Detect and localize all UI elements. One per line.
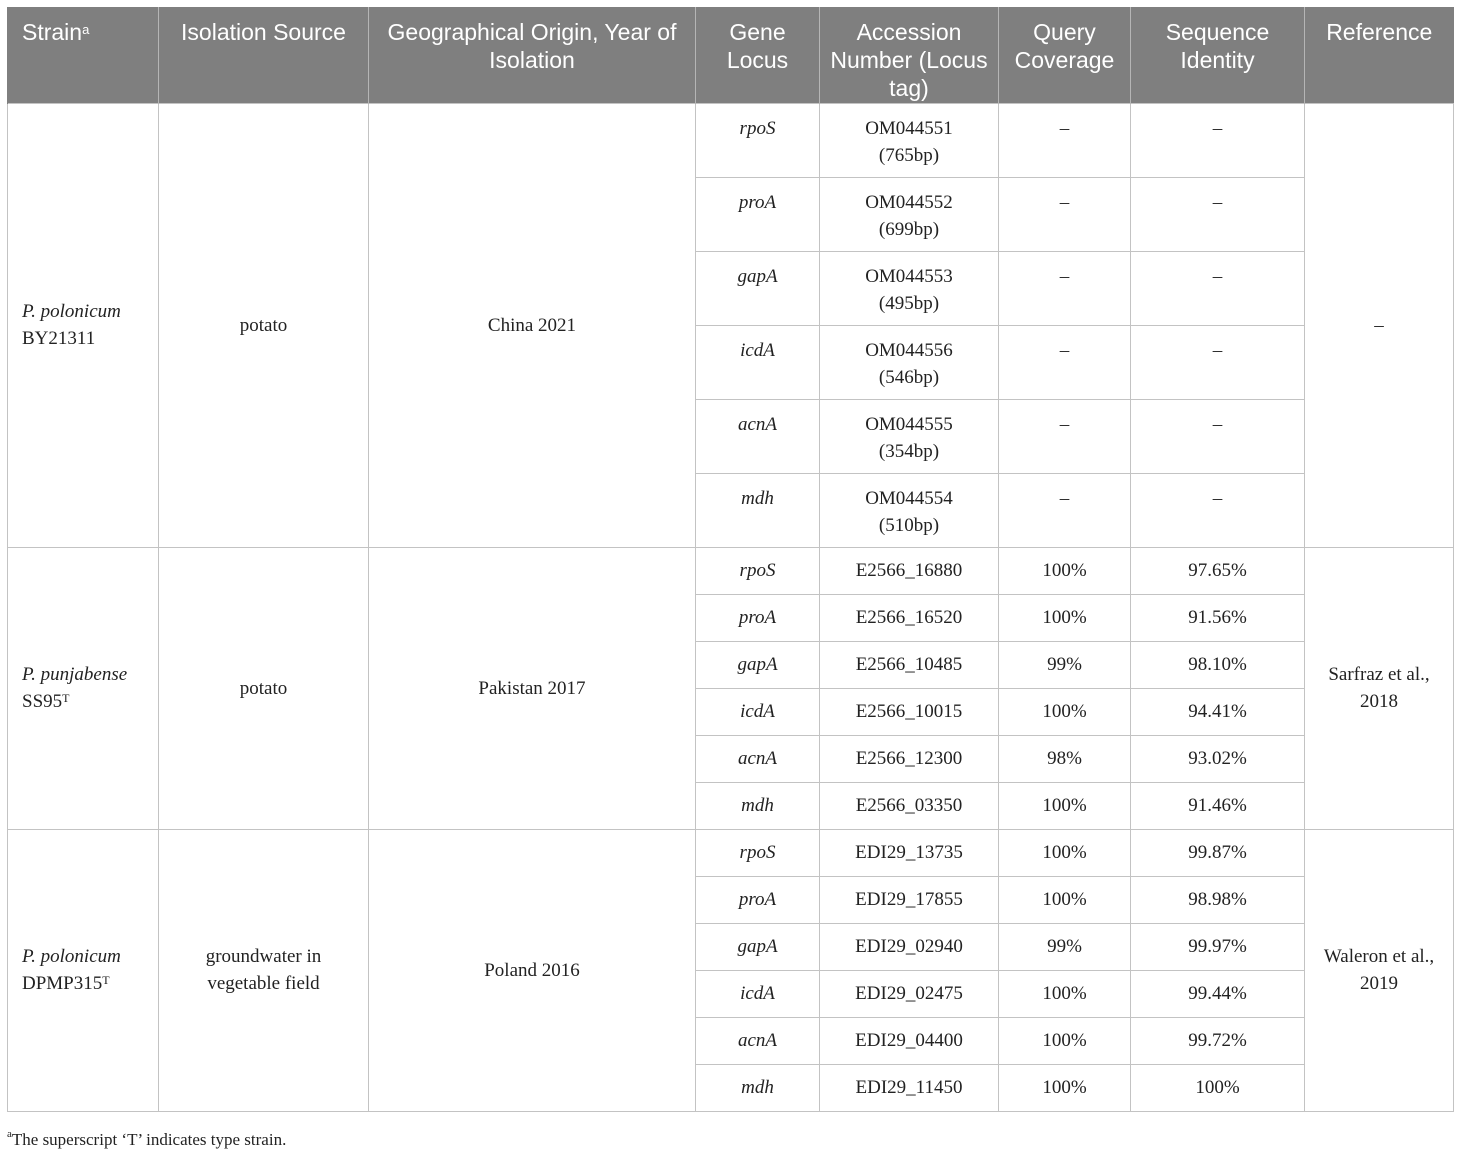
header-accession: Accession Number (Locus tag): [820, 7, 999, 103]
coverage-cell: 100%: [999, 1017, 1131, 1064]
identity-cell: 98.98%: [1131, 876, 1305, 923]
identity-cell: 97.65%: [1131, 547, 1305, 594]
coverage-cell: –: [999, 399, 1131, 473]
header-geo-origin: Geographical Origin, Year of Isolation: [369, 7, 696, 103]
data-table: [7, 7, 1454, 1112]
header-gene-locus: Gene Locus: [696, 7, 820, 103]
gene-cell: gapA: [696, 251, 820, 325]
accession-cell: EDI29_02940: [820, 923, 999, 970]
accession-cell: E2566_03350: [820, 782, 999, 829]
accession-cell: OM044551 (765bp): [820, 103, 999, 177]
coverage-cell: 99%: [999, 923, 1131, 970]
coverage-cell: 100%: [999, 594, 1131, 641]
header-sequence-identity: Sequence Identity: [1131, 7, 1305, 103]
strain-group: [8, 103, 1454, 547]
coverage-cell: –: [999, 177, 1131, 251]
strain-cell: P. punjabense $SS95^T$: [8, 547, 159, 829]
accession-cell: EDI29_13735: [820, 829, 999, 876]
identity-cell: 99.72%: [1131, 1017, 1305, 1064]
coverage-cell: 100%: [999, 829, 1131, 876]
coverage-cell: 100%: [999, 876, 1131, 923]
identity-cell: 91.46%: [1131, 782, 1305, 829]
identity-cell: –: [1131, 177, 1305, 251]
gene-cell: icdA: [696, 325, 820, 399]
strain-group: [8, 829, 1454, 1111]
coverage-cell: –: [999, 473, 1131, 547]
identity-cell: –: [1131, 473, 1305, 547]
accession-cell: E2566_10485: [820, 641, 999, 688]
identity-cell: 98.10%: [1131, 641, 1305, 688]
gene-cell: acnA: [696, 735, 820, 782]
accession-cell: OM044555 (354bp): [820, 399, 999, 473]
origin-cell: China 2021: [369, 103, 696, 547]
identity-cell: 99.44%: [1131, 970, 1305, 1017]
identity-cell: 100%: [1131, 1064, 1305, 1111]
accession-cell: OM044552 (699bp): [820, 177, 999, 251]
accession-cell: E2566_12300: [820, 735, 999, 782]
gene-cell: proA: [696, 594, 820, 641]
isolation-source-cell: potato: [159, 547, 369, 829]
gene-cell: acnA: [696, 1017, 820, 1064]
identity-cell: –: [1131, 251, 1305, 325]
gene-cell: rpoS: [696, 103, 820, 177]
identity-cell: –: [1131, 103, 1305, 177]
accession-cell: EDI29_11450: [820, 1064, 999, 1111]
identity-cell: 91.56%: [1131, 594, 1305, 641]
identity-cell: 94.41%: [1131, 688, 1305, 735]
coverage-cell: 100%: [999, 1064, 1131, 1111]
accession-cell: OM044554 (510bp): [820, 473, 999, 547]
coverage-cell: –: [999, 251, 1131, 325]
coverage-cell: –: [999, 103, 1131, 177]
header-reference: Reference: [1305, 7, 1454, 103]
gene-cell: mdh: [696, 473, 820, 547]
table-row: [8, 547, 1454, 594]
reference-link[interactable]: Waleron et al., 2019: [1305, 829, 1454, 1111]
coverage-cell: 99%: [999, 641, 1131, 688]
strain-group: [8, 547, 1454, 829]
accession-cell: E2566_16520: [820, 594, 999, 641]
isolation-source-cell: potato: [159, 103, 369, 547]
coverage-cell: 98%: [999, 735, 1131, 782]
gene-cell: proA: [696, 177, 820, 251]
identity-cell: 99.87%: [1131, 829, 1305, 876]
accession-cell: EDI29_02475: [820, 970, 999, 1017]
gene-cell: gapA: [696, 923, 820, 970]
gene-cell: mdh: [696, 1064, 820, 1111]
gene-cell: proA: [696, 876, 820, 923]
accession-cell: OM044553 (495bp): [820, 251, 999, 325]
table-header: [8, 7, 1454, 103]
gene-cell: acnA: [696, 399, 820, 473]
identity-cell: –: [1131, 399, 1305, 473]
gene-cell: icdA: [696, 688, 820, 735]
gene-cell: rpoS: [696, 829, 820, 876]
gene-cell: mdh: [696, 782, 820, 829]
reference-cell: –: [1305, 103, 1454, 547]
reference-link[interactable]: Sarfraz et al., 2018: [1305, 547, 1454, 829]
accession-cell: OM044556 (546bp): [820, 325, 999, 399]
table-footnote: $^a$The superscript ‘T’ indicates type strain.: [7, 1128, 287, 1149]
isolation-source-cell: groundwater in vegetable field: [159, 829, 369, 1111]
identity-cell: –: [1131, 325, 1305, 399]
gene-cell: gapA: [696, 641, 820, 688]
coverage-cell: 100%: [999, 547, 1131, 594]
accession-cell: E2566_10015: [820, 688, 999, 735]
origin-cell: Poland 2016: [369, 829, 696, 1111]
strain-cell: P. polonicum BY21311: [8, 103, 159, 547]
coverage-cell: 100%: [999, 782, 1131, 829]
origin-cell: Pakistan 2017: [369, 547, 696, 829]
coverage-cell: 100%: [999, 688, 1131, 735]
table-row: [8, 829, 1454, 876]
gene-cell: rpoS: [696, 547, 820, 594]
table-row: [8, 103, 1454, 177]
strain-cell: P. polonicum $DPMP315^T$: [8, 829, 159, 1111]
header-query-coverage: Query Coverage: [999, 7, 1131, 103]
identity-cell: 99.97%: [1131, 923, 1305, 970]
accession-cell: EDI29_17855: [820, 876, 999, 923]
accession-cell: EDI29_04400: [820, 1017, 999, 1064]
accession-cell: E2566_16880: [820, 547, 999, 594]
coverage-cell: –: [999, 325, 1131, 399]
header-strain: Strain$^a$: [8, 7, 159, 103]
identity-cell: 93.02%: [1131, 735, 1305, 782]
coverage-cell: 100%: [999, 970, 1131, 1017]
gene-cell: icdA: [696, 970, 820, 1017]
header-isolation-source: Isolation Source: [159, 7, 369, 103]
